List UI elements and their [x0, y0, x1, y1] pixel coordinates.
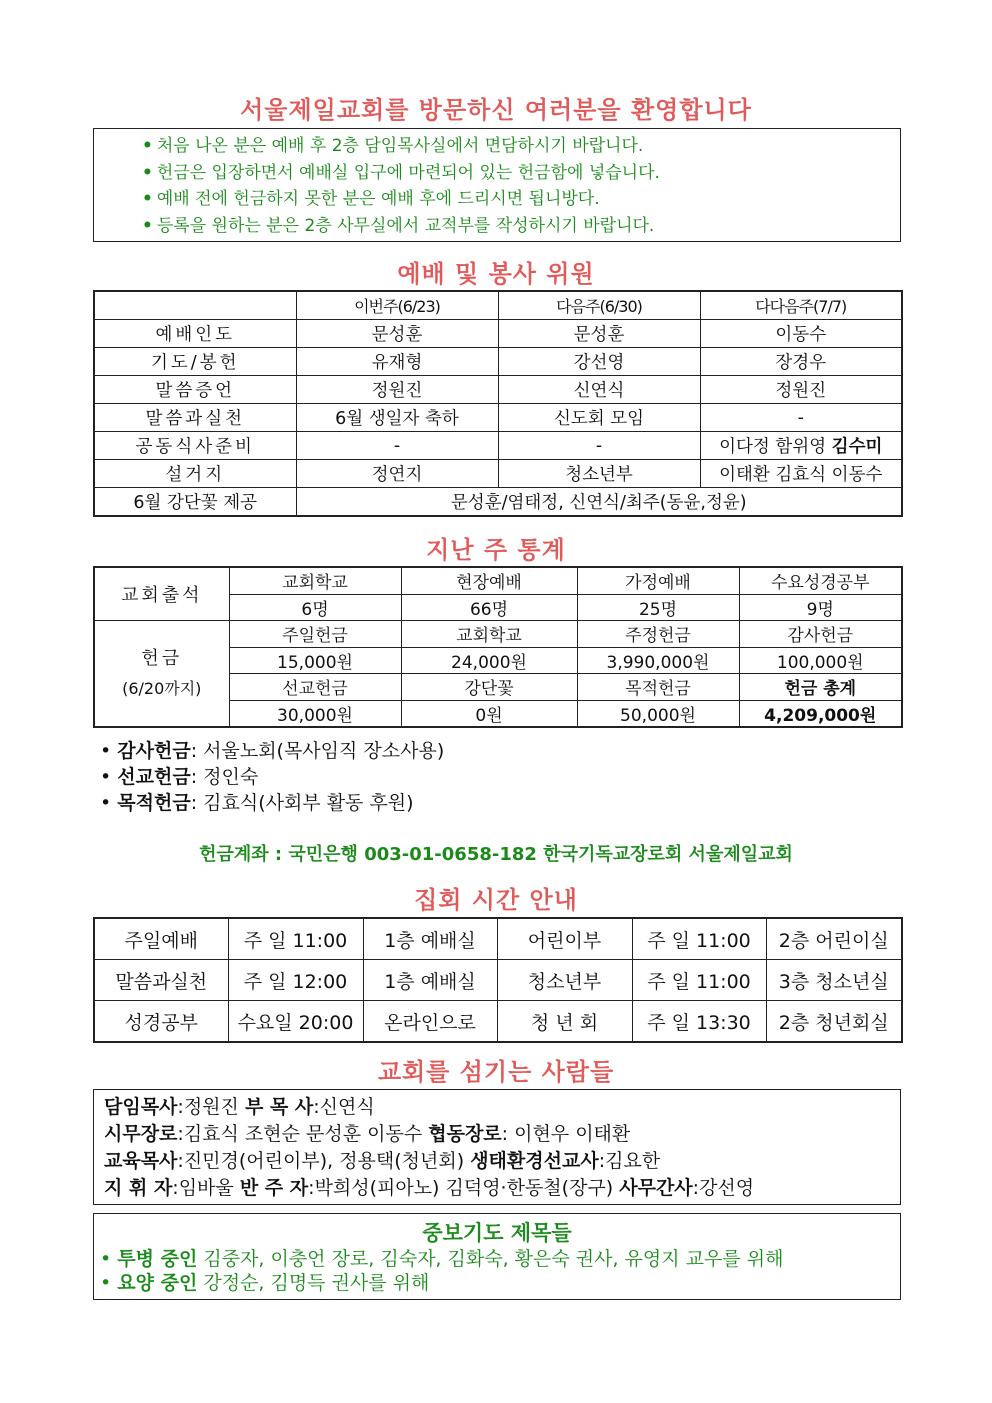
- table-cell: 주 일 11:00: [228, 918, 363, 960]
- table-row: [94, 291, 902, 320]
- list-item: [100, 764, 444, 790]
- table-cell: 청소년부: [497, 960, 632, 1001]
- offering-account: 헌금계좌 : 국민은행 003-01-0658-182 한국기독교장로회 서울제일교회: [199, 844, 793, 865]
- staff-names: :박희성(피아노) 김덕영·한동철(장구): [308, 1177, 620, 1199]
- table-cell: 이번주(6/23): [296, 291, 498, 320]
- note-value: : 김효식(사회부 활동 후원): [190, 792, 414, 814]
- bullet-icon: •: [142, 189, 153, 209]
- welcome-box: [93, 128, 901, 242]
- table-cell: 감사헌금: [739, 621, 902, 648]
- table-cell: 성경공부: [94, 1001, 228, 1043]
- staff-names: : 이현우 이태환: [501, 1123, 631, 1145]
- total-offering: 4,209,000원: [739, 700, 902, 727]
- welcome-line-text: 헌금은 입장하면서 예배실 입구에 마련되어 있는 헌금함에 넣습니다.: [156, 162, 660, 183]
- list-item: [94, 1247, 900, 1271]
- table-cell: 주 일 12:00: [228, 960, 363, 1001]
- table-row: [94, 621, 902, 648]
- staff-names: :강선영: [692, 1177, 755, 1199]
- table-cell: 주정헌금: [577, 621, 739, 648]
- welcome-line-text: 처음 나온 분은 예배 후 2층 담임목사실에서 면담하시기 바랍니다.: [156, 136, 644, 156]
- row-label: [94, 621, 229, 728]
- note-key: 목적헌금: [117, 792, 191, 814]
- stats-title: 지난 주 통계: [426, 536, 566, 564]
- staff-box: [93, 1089, 901, 1205]
- bullet-icon: •: [100, 1272, 112, 1294]
- welcome-line: [142, 186, 900, 213]
- table-cell: 주 일 11:00: [632, 960, 766, 1001]
- table-row: [94, 488, 902, 517]
- prayer-key: 요양 중인: [117, 1272, 198, 1294]
- welcome-line: [142, 213, 900, 240]
- note-key: 감사헌금: [117, 740, 191, 762]
- table-cell: 정원진: [296, 376, 498, 404]
- table-cell: 교회학교: [401, 621, 577, 648]
- table-cell: 목적헌금: [577, 674, 739, 701]
- table-cell: 25명: [577, 594, 739, 621]
- table-cell: 주일헌금: [229, 621, 401, 648]
- staff-role: 협동장로: [428, 1123, 502, 1145]
- row-label: 기도/봉헌: [94, 348, 296, 376]
- table-cell: [700, 432, 902, 460]
- staff-names: :진민경(어린이부), 정용택(청년회): [177, 1150, 471, 1172]
- table-cell: 가정예배: [577, 567, 739, 594]
- bullet-icon: •: [100, 766, 112, 788]
- row-label: 교회출석: [94, 567, 229, 621]
- table-cell: 0원: [401, 700, 577, 727]
- bullet-icon: •: [100, 740, 112, 762]
- table-cell: 정원진: [700, 376, 902, 404]
- table-cell: 6월 생일자 축하: [296, 404, 498, 432]
- table-cell: 주 일 13:30: [632, 1001, 766, 1043]
- table-cell: 강단꽃: [401, 674, 577, 701]
- staff-line: [104, 1121, 900, 1148]
- table-cell: 다다음주(7/7): [700, 291, 902, 320]
- list-item: [100, 738, 444, 764]
- table-cell: 1층 예배실: [363, 918, 497, 960]
- staff-names: :김효식 조현순 문성훈 이동수: [177, 1123, 429, 1145]
- offering-sublabel: (6/20까지): [122, 678, 202, 698]
- table-row: [94, 918, 902, 960]
- staff-line: [104, 1148, 900, 1175]
- table-cell: 이태환 김효식 이동수: [700, 460, 902, 488]
- welcome-line: [142, 133, 900, 160]
- table-cell: 유재형: [296, 348, 498, 376]
- welcome-title: 서울제일교회를 방문하신 여러분을 환영합니다: [240, 96, 752, 124]
- table-row: [94, 376, 902, 404]
- row-label: 설거지: [94, 460, 296, 488]
- table-cell: 다음주(6/30): [498, 291, 700, 320]
- staff-line: [104, 1094, 900, 1121]
- table-cell: 2층 어린이실: [766, 918, 902, 960]
- table-cell: 수요성경공부: [739, 567, 902, 594]
- staff-role: 담임목사: [104, 1096, 178, 1118]
- table-cell: -: [700, 404, 902, 432]
- prayer-title: 중보기도 제목들: [422, 1221, 572, 1245]
- table-row: [94, 320, 902, 348]
- welcome-line-text: 등록을 원하는 분은 2층 사무실에서 교적부를 작성하시기 바랍니다.: [156, 215, 655, 236]
- bullet-icon: •: [142, 215, 153, 236]
- table-cell: 2층 청년회실: [766, 1001, 902, 1043]
- table-cell: 이동수: [700, 320, 902, 348]
- staff-role: 부 목 사: [244, 1096, 314, 1118]
- row-label: 예배인도: [94, 320, 296, 348]
- stats-table: [93, 566, 903, 728]
- bullet-icon: •: [100, 792, 112, 814]
- table-cell: 3층 청소년실: [766, 960, 902, 1001]
- table-cell: 청소년부: [498, 460, 700, 488]
- staff-role: 반 주 자: [239, 1177, 309, 1199]
- table-cell: 정연지: [296, 460, 498, 488]
- table-cell: 선교헌금: [229, 674, 401, 701]
- table-cell: 교회학교: [229, 567, 401, 594]
- table-cell: 100,000원: [739, 647, 902, 674]
- row-label: 6월 강단꽃 제공: [94, 488, 296, 517]
- row-label: 말씀증언: [94, 376, 296, 404]
- bullet-icon: •: [100, 1248, 112, 1270]
- welcome-line: [142, 160, 900, 187]
- table-cell: 어린이부: [497, 918, 632, 960]
- table-row: [94, 432, 902, 460]
- table-row: [94, 404, 902, 432]
- table-cell: 50,000원: [577, 700, 739, 727]
- table-cell: 6명: [229, 594, 401, 621]
- bullet-icon: •: [142, 136, 153, 156]
- table-row: [94, 460, 902, 488]
- row-label: 말씀과실천: [94, 404, 296, 432]
- offering-label: 헌금: [141, 647, 183, 669]
- table-cell: 3,990,000원: [577, 647, 739, 674]
- cell-text-bold: 김수미: [831, 437, 883, 457]
- staff-names: :정원진: [177, 1096, 245, 1118]
- staff-role: 지 휘 자: [104, 1177, 173, 1199]
- table-cell: 주일예배: [94, 918, 228, 960]
- table-cell: 15,000원: [229, 647, 401, 674]
- staff-role: 사무간사: [619, 1177, 693, 1199]
- table-cell: 현장예배: [401, 567, 577, 594]
- note-value: : 서울노회(목사임직 장소사용): [190, 740, 445, 762]
- table-cell: 문성훈/염태정, 신연식/최주(동윤,정윤): [296, 488, 902, 517]
- table-cell: 30,000원: [229, 700, 401, 727]
- welcome-line-text: 예배 전에 헌금하지 못한 분은 예배 후에 드리시면 됩니방다.: [156, 189, 600, 209]
- table-cell: 주 일 11:00: [632, 918, 766, 960]
- staff-title: 교회를 섬기는 사람들: [377, 1058, 615, 1086]
- list-item: [94, 1271, 900, 1295]
- staff-role: 교육목사: [104, 1150, 178, 1172]
- table-cell: 문성훈: [296, 320, 498, 348]
- table-cell: 말씀과실천: [94, 960, 228, 1001]
- row-label: 공동식사준비: [94, 432, 296, 460]
- table-cell: 신연식: [498, 376, 700, 404]
- table-row: [94, 1001, 902, 1043]
- table-cell: 9명: [739, 594, 902, 621]
- staff-names: :신연식: [313, 1096, 375, 1118]
- note-key: 선교헌금: [117, 766, 191, 788]
- table-cell: 24,000원: [401, 647, 577, 674]
- staff-names: :임바울: [172, 1177, 240, 1199]
- table-cell: 문성훈: [498, 320, 700, 348]
- table-cell: -: [296, 432, 498, 460]
- staff-line: [104, 1175, 900, 1202]
- cell-text: 이다정 함위영: [719, 437, 832, 457]
- staff-role: 시무장로: [104, 1123, 178, 1145]
- list-item: [100, 790, 444, 816]
- prayer-value: 김중자, 이충언 장로, 김숙자, 김화숙, 황은숙 권사, 유영지 교우를 위해: [197, 1248, 784, 1270]
- table-cell: 장경우: [700, 348, 902, 376]
- table-cell: 1층 예배실: [363, 960, 497, 1001]
- table-cell: 온라인으로: [363, 1001, 497, 1043]
- table-row: [94, 348, 902, 376]
- prayer-key: 투병 중인: [117, 1248, 198, 1270]
- table-cell: 신도회 모임: [498, 404, 700, 432]
- meetings-table: [93, 917, 903, 1043]
- duty-title: 예배 및 봉사 위원: [397, 260, 595, 288]
- table-cell: 수요일 20:00: [228, 1001, 363, 1043]
- table-cell: 청 년 회: [497, 1001, 632, 1043]
- table-row: [94, 567, 902, 594]
- prayer-value: 강정순, 김명득 권사를 위해: [197, 1272, 430, 1294]
- table-cell: 헌금 총계: [739, 674, 902, 701]
- staff-role: 생태환경선교사: [470, 1150, 599, 1172]
- note-value: : 정인숙: [190, 766, 259, 788]
- table-cell: 66명: [401, 594, 577, 621]
- prayer-box: [93, 1213, 901, 1300]
- table-cell: [94, 291, 296, 320]
- table-cell: 강선영: [498, 348, 700, 376]
- table-row: [94, 960, 902, 1001]
- meetings-title: 집회 시간 안내: [414, 886, 578, 914]
- staff-names: :김요한: [598, 1150, 661, 1172]
- duty-table: [93, 290, 903, 517]
- offering-notes: [100, 738, 444, 816]
- table-cell: -: [498, 432, 700, 460]
- bullet-icon: •: [142, 162, 153, 183]
